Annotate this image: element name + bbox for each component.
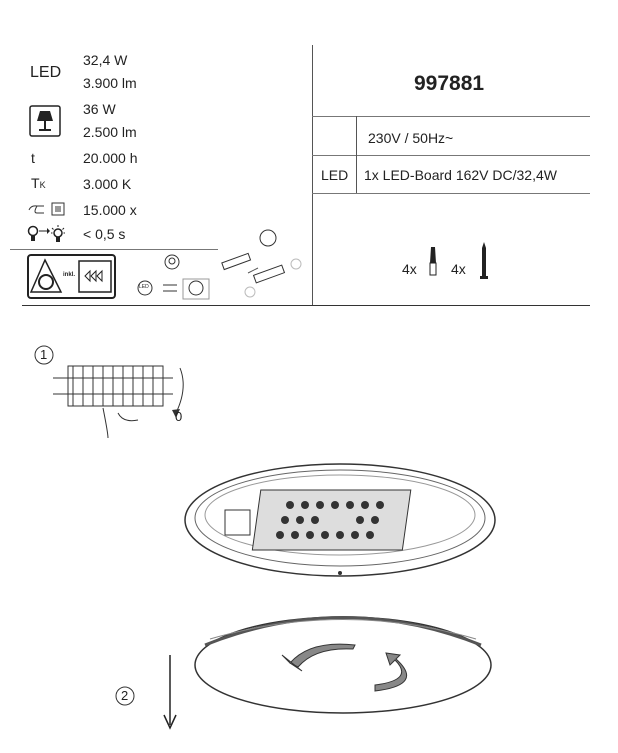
divider bbox=[22, 305, 590, 306]
screw-qty: 4x bbox=[451, 261, 466, 277]
temp-symbol-k: K bbox=[39, 180, 46, 190]
divider bbox=[356, 116, 357, 193]
divider bbox=[312, 45, 313, 305]
temp-symbol bbox=[31, 175, 46, 191]
inkl-label: inkl. bbox=[63, 272, 76, 278]
divider bbox=[10, 249, 218, 250]
circuit-breaker-off-illustration bbox=[48, 358, 188, 443]
temp-value: 3.000 K bbox=[83, 176, 132, 192]
switch-cycles: 15.000 x bbox=[83, 202, 137, 218]
screw-icon bbox=[479, 242, 489, 282]
voltage: 230V / 50Hz~ bbox=[368, 130, 454, 146]
lamp-value: 1x LED-Board 162V DC/32,4W bbox=[364, 167, 557, 183]
lamp-label: LED bbox=[321, 167, 349, 183]
life-symbol: t bbox=[31, 150, 35, 166]
wall-plug-icon bbox=[428, 245, 438, 277]
led-replaceable-by-technician-icon bbox=[133, 254, 213, 300]
led-power: 32,4 W bbox=[83, 52, 128, 68]
switch-cycles-icon bbox=[27, 201, 67, 217]
equiv-power: 36 W bbox=[83, 101, 116, 117]
divider bbox=[312, 193, 590, 194]
startup-time-icon bbox=[27, 225, 67, 243]
step-2-number: 2 bbox=[121, 688, 129, 703]
life-value: 20.000 h bbox=[83, 150, 138, 166]
down-arrow-icon bbox=[162, 655, 178, 730]
lamp-base-illustration bbox=[180, 460, 500, 585]
temp-symbol-t: T bbox=[31, 175, 40, 191]
step-1-number: 1 bbox=[40, 347, 48, 362]
led-icon-label: LED bbox=[139, 284, 149, 290]
led-lumen: 3.900 lm bbox=[83, 75, 137, 91]
dowel-qty: 4x bbox=[402, 261, 417, 277]
led-label: LED bbox=[30, 64, 62, 81]
divider bbox=[312, 116, 590, 117]
off-label: 0 bbox=[175, 409, 183, 424]
table-lamp-icon bbox=[29, 105, 61, 137]
startup-time: < 0,5 s bbox=[83, 226, 126, 242]
divider bbox=[312, 155, 590, 156]
product-number: 997881 bbox=[414, 72, 485, 95]
driver-replacement-icon bbox=[218, 228, 308, 303]
equiv-lumen: 2.500 lm bbox=[83, 124, 137, 140]
lamp-cover-illustration bbox=[190, 605, 500, 725]
